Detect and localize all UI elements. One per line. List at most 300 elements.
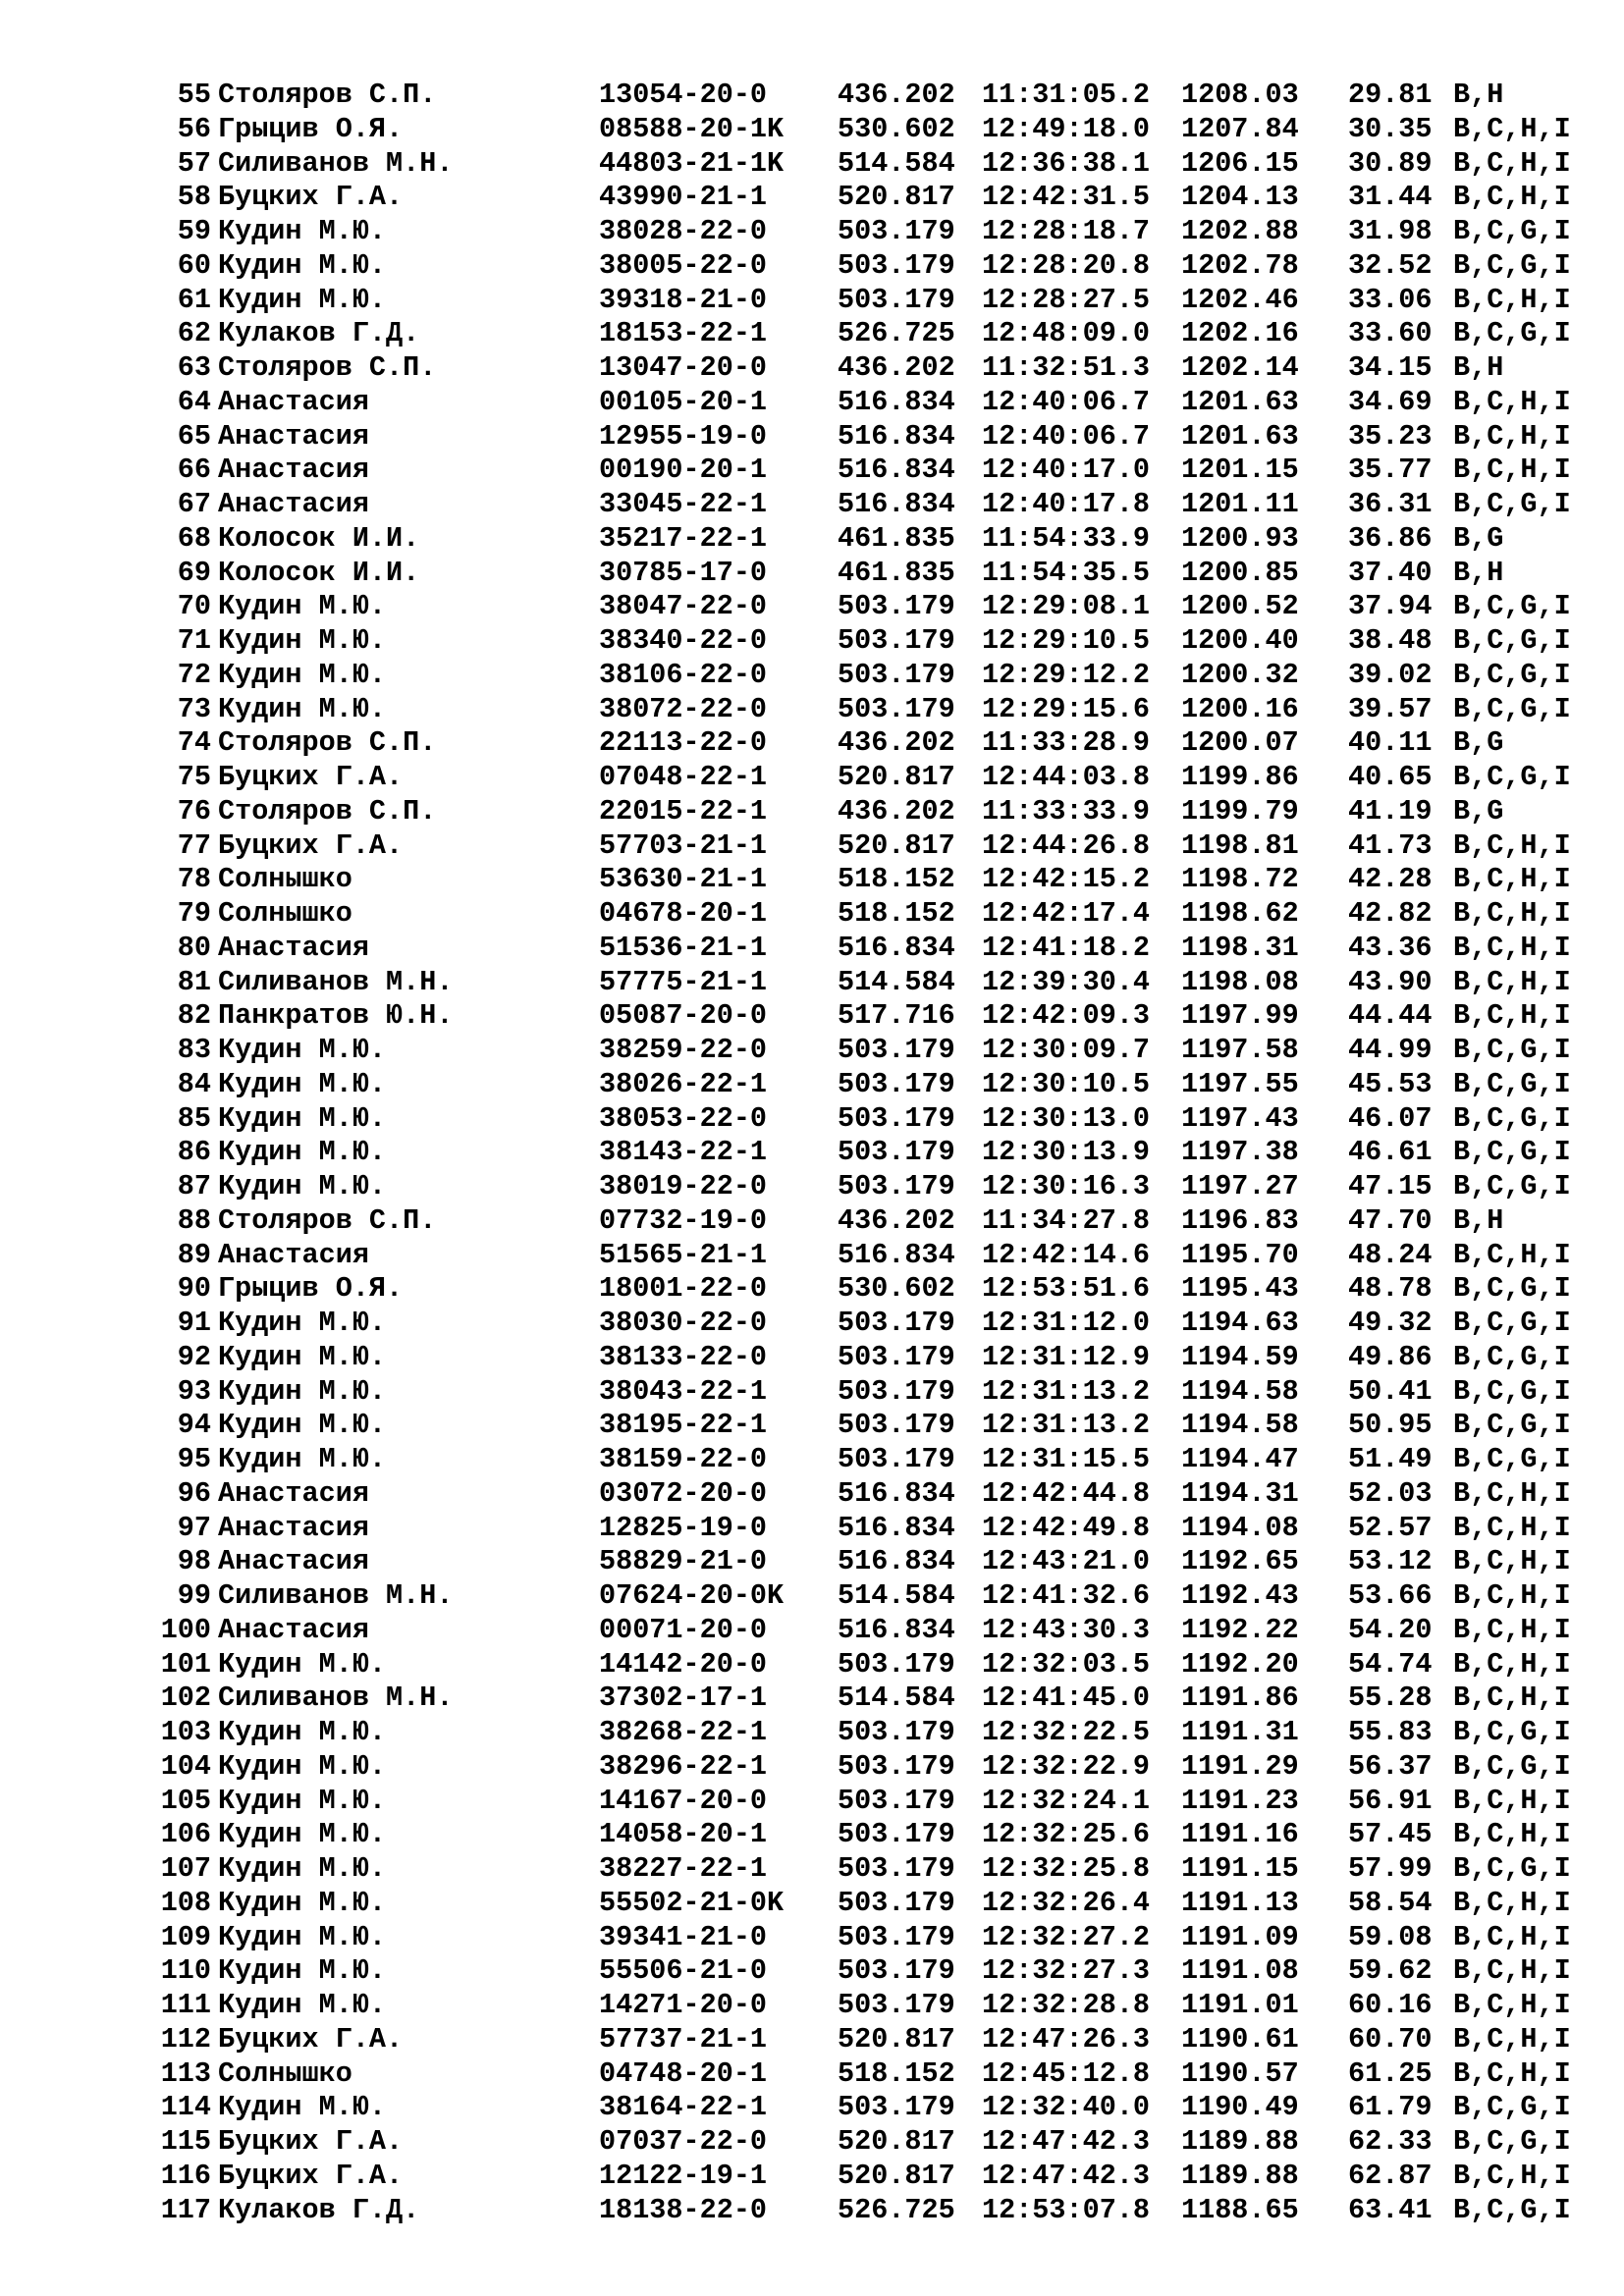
place-number: 108: [160, 1886, 211, 1919]
flags: B,C,G,I: [1453, 1374, 1571, 1408]
flags: B,C,G,I: [1453, 1749, 1571, 1783]
points: 59.08: [1348, 1920, 1433, 1953]
competitor-name: Анастасия: [218, 419, 369, 453]
competitor-name: Солнышко: [218, 2056, 352, 2090]
place-number: 94: [177, 1409, 211, 1442]
place-number: 79: [177, 897, 211, 930]
flags: B,C,H,I: [1453, 1818, 1571, 1851]
distance: 530.602: [838, 1272, 955, 1306]
distance: 503.179: [838, 1409, 955, 1442]
speed: 1200.32: [1181, 658, 1299, 691]
arrival-time: 12:41:45.0: [982, 1682, 1151, 1715]
speed: 1194.59: [1181, 1340, 1299, 1373]
distance: 503.179: [838, 1307, 955, 1339]
place-number: 90: [177, 1272, 211, 1306]
points: 45.53: [1348, 1067, 1433, 1100]
speed: 1197.38: [1181, 1136, 1299, 1169]
flags: B,C,H,I: [1453, 181, 1571, 214]
flags: B,C,G,I: [1453, 248, 1571, 282]
distance: 520.817: [838, 2022, 955, 2056]
arrival-time: 11:34:27.8: [982, 1203, 1151, 1237]
distance: 436.202: [838, 726, 955, 760]
arrival-time: 12:31:15.5: [982, 1443, 1151, 1475]
speed: 1194.47: [1181, 1443, 1299, 1475]
distance: 514.584: [838, 965, 955, 998]
distance: 461.835: [838, 556, 955, 589]
arrival-time: 12:48:09.0: [982, 317, 1151, 350]
arrival-time: 12:29:15.6: [982, 692, 1151, 725]
speed: 1200.85: [1181, 556, 1299, 589]
points: 44.99: [1348, 1034, 1433, 1066]
ring-number: 12825-19-0: [599, 1511, 768, 1544]
ring-number: 13047-20-0: [599, 351, 768, 384]
flags: B,G: [1453, 794, 1504, 828]
flags: B,C,H,I: [1453, 283, 1571, 316]
place-number: 97: [177, 1511, 211, 1544]
place-number: 116: [160, 2159, 211, 2192]
speed: 1191.09: [1181, 1920, 1299, 1953]
competitor-name: Силиванов М.Н.: [218, 965, 454, 998]
arrival-time: 12:42:09.3: [982, 999, 1151, 1033]
competitor-name: Силиванов М.Н.: [218, 1579, 454, 1612]
distance: 436.202: [838, 351, 955, 384]
competitor-name: Кудин М.Ю.: [218, 1989, 387, 2021]
ring-number: 04748-20-1: [599, 2056, 768, 2090]
flags: B,C,H,I: [1453, 1476, 1571, 1510]
ring-number: 55502-21-0K: [599, 1886, 785, 1919]
speed: 1194.31: [1181, 1476, 1299, 1510]
arrival-time: 12:42:17.4: [982, 897, 1151, 930]
arrival-time: 12:32:22.9: [982, 1749, 1151, 1783]
flags: B,C,G,I: [1453, 2193, 1571, 2226]
arrival-time: 12:49:18.0: [982, 112, 1151, 145]
arrival-time: 12:47:42.3: [982, 2159, 1151, 2192]
ring-number: 05087-20-0: [599, 999, 768, 1033]
ring-number: 38143-22-1: [599, 1136, 768, 1169]
arrival-time: 12:32:25.6: [982, 1818, 1151, 1851]
distance: 520.817: [838, 181, 955, 214]
place-number: 78: [177, 863, 211, 896]
competitor-name: Кудин М.Ю.: [218, 2091, 387, 2124]
place-number: 103: [160, 1716, 211, 1748]
flags: B,H: [1453, 351, 1504, 384]
place-number: 99: [177, 1579, 211, 1612]
distance: 503.179: [838, 1989, 955, 2021]
competitor-name: Кудин М.Ю.: [218, 1101, 387, 1135]
competitor-name: Кудин М.Ю.: [218, 1307, 387, 1339]
arrival-time: 12:28:18.7: [982, 215, 1151, 247]
ring-number: 14058-20-1: [599, 1818, 768, 1851]
arrival-time: 12:31:12.0: [982, 1307, 1151, 1339]
place-number: 83: [177, 1034, 211, 1066]
points: 39.57: [1348, 692, 1433, 725]
ring-number: 14142-20-0: [599, 1647, 768, 1681]
flags: B,C,G,I: [1453, 761, 1571, 793]
arrival-time: 12:53:07.8: [982, 2193, 1151, 2226]
ring-number: 22015-22-1: [599, 794, 768, 828]
flags: B,H: [1453, 79, 1504, 111]
speed: 1201.15: [1181, 454, 1299, 487]
ring-number: 18153-22-1: [599, 317, 768, 350]
competitor-name: Кудин М.Ю.: [218, 1170, 387, 1202]
flags: B,C,H,I: [1453, 863, 1571, 896]
speed: 1200.40: [1181, 624, 1299, 657]
ring-number: 38195-22-1: [599, 1409, 768, 1442]
speed: 1194.63: [1181, 1307, 1299, 1339]
speed: 1201.11: [1181, 488, 1299, 520]
competitor-name: Кудин М.Ю.: [218, 1920, 387, 1953]
competitor-name: Кудин М.Ю.: [218, 283, 387, 316]
place-number: 89: [177, 1238, 211, 1271]
points: 63.41: [1348, 2193, 1433, 2226]
arrival-time: 12:47:42.3: [982, 2125, 1151, 2158]
speed: 1198.72: [1181, 863, 1299, 896]
points: 53.12: [1348, 1545, 1433, 1578]
distance: 503.179: [838, 1920, 955, 1953]
arrival-time: 12:31:12.9: [982, 1340, 1151, 1373]
place-number: 87: [177, 1170, 211, 1202]
ring-number: 33045-22-1: [599, 488, 768, 520]
distance: 503.179: [838, 590, 955, 623]
ring-number: 38072-22-0: [599, 692, 768, 725]
ring-number: 07048-22-1: [599, 761, 768, 793]
place-number: 110: [160, 1954, 211, 1988]
flags: B,C,H,I: [1453, 1238, 1571, 1271]
flags: B,H: [1453, 1203, 1504, 1237]
place-number: 101: [160, 1647, 211, 1681]
ring-number: 38227-22-1: [599, 1852, 768, 1885]
points: 52.03: [1348, 1476, 1433, 1510]
flags: B,C,G,I: [1453, 692, 1571, 725]
distance: 503.179: [838, 624, 955, 657]
ring-number: 51565-21-1: [599, 1238, 768, 1271]
flags: B,C,H,I: [1453, 931, 1571, 964]
flags: B,C,G,I: [1453, 488, 1571, 520]
competitor-name: Кудин М.Ю.: [218, 1852, 387, 1885]
flags: B,C,H,I: [1453, 1784, 1571, 1817]
points: 40.11: [1348, 726, 1433, 760]
distance: 514.584: [838, 1682, 955, 1715]
distance: 461.835: [838, 521, 955, 555]
flags: B,C,G,I: [1453, 1852, 1571, 1885]
arrival-time: 12:44:26.8: [982, 828, 1151, 862]
distance: 436.202: [838, 794, 955, 828]
arrival-time: 12:44:03.8: [982, 761, 1151, 793]
distance: 503.179: [838, 1749, 955, 1783]
competitor-name: Кудин М.Ю.: [218, 1954, 387, 1988]
arrival-time: 11:33:28.9: [982, 726, 1151, 760]
arrival-time: 12:32:27.3: [982, 1954, 1151, 1988]
arrival-time: 12:45:12.8: [982, 2056, 1151, 2090]
flags: B,C,H,I: [1453, 1682, 1571, 1715]
distance: 503.179: [838, 1784, 955, 1817]
points: 47.15: [1348, 1170, 1433, 1202]
place-number: 111: [160, 1989, 211, 2021]
competitor-name: Столяров С.П.: [218, 351, 437, 384]
place-number: 107: [160, 1852, 211, 1885]
points: 36.86: [1348, 521, 1433, 555]
place-number: 60: [177, 248, 211, 282]
distance: 516.834: [838, 385, 955, 418]
place-number: 74: [177, 726, 211, 760]
speed: 1195.70: [1181, 1238, 1299, 1271]
competitor-name: Кулаков Г.Д.: [218, 2193, 420, 2226]
ring-number: 38028-22-0: [599, 215, 768, 247]
distance: 520.817: [838, 828, 955, 862]
points: 59.62: [1348, 1954, 1433, 1988]
distance: 516.834: [838, 454, 955, 487]
distance: 516.834: [838, 1476, 955, 1510]
points: 38.48: [1348, 624, 1433, 657]
place-number: 71: [177, 624, 211, 657]
competitor-name: Кудин М.Ю.: [218, 624, 387, 657]
arrival-time: 12:30:16.3: [982, 1170, 1151, 1202]
flags: B,C,G,I: [1453, 1409, 1571, 1442]
distance: 520.817: [838, 761, 955, 793]
flags: B,C,G,I: [1453, 1716, 1571, 1748]
competitor-name: Буцких Г.А.: [218, 828, 404, 862]
distance: 503.179: [838, 215, 955, 247]
speed: 1198.62: [1181, 897, 1299, 930]
points: 62.87: [1348, 2159, 1433, 2192]
competitor-name: Кудин М.Ю.: [218, 1034, 387, 1066]
ring-number: 55506-21-0: [599, 1954, 768, 1988]
points: 50.95: [1348, 1409, 1433, 1442]
arrival-time: 12:32:27.2: [982, 1920, 1151, 1953]
speed: 1200.93: [1181, 521, 1299, 555]
ring-number: 07732-19-0: [599, 1203, 768, 1237]
ring-number: 18001-22-0: [599, 1272, 768, 1306]
points: 32.52: [1348, 248, 1433, 282]
competitor-name: Буцких Г.А.: [218, 761, 404, 793]
speed: 1198.81: [1181, 828, 1299, 862]
competitor-name: Кудин М.Ю.: [218, 1716, 387, 1748]
ring-number: 18138-22-0: [599, 2193, 768, 2226]
speed: 1191.08: [1181, 1954, 1299, 1988]
competitor-name: Кудин М.Ю.: [218, 215, 387, 247]
points: 35.77: [1348, 454, 1433, 487]
points: 37.40: [1348, 556, 1433, 589]
distance: 520.817: [838, 2125, 955, 2158]
distance: 518.152: [838, 863, 955, 896]
points: 43.36: [1348, 931, 1433, 964]
speed: 1191.31: [1181, 1716, 1299, 1748]
points: 44.44: [1348, 999, 1433, 1033]
place-number: 80: [177, 931, 211, 964]
speed: 1191.16: [1181, 1818, 1299, 1851]
ring-number: 39318-21-0: [599, 283, 768, 316]
points: 56.37: [1348, 1749, 1433, 1783]
ring-number: 38047-22-0: [599, 590, 768, 623]
speed: 1199.79: [1181, 794, 1299, 828]
competitor-name: Буцких Г.А.: [218, 2125, 404, 2158]
flags: B,C,G,I: [1453, 2125, 1571, 2158]
arrival-time: 11:31:05.2: [982, 79, 1151, 111]
flags: B,C,H,I: [1453, 999, 1571, 1033]
ring-number: 44803-21-1K: [599, 146, 785, 180]
distance: 516.834: [838, 488, 955, 520]
arrival-time: 12:30:09.7: [982, 1034, 1151, 1066]
points: 41.73: [1348, 828, 1433, 862]
arrival-time: 11:33:33.9: [982, 794, 1151, 828]
speed: 1202.16: [1181, 317, 1299, 350]
points: 30.89: [1348, 146, 1433, 180]
competitor-name: Кудин М.Ю.: [218, 1067, 387, 1100]
distance: 503.179: [838, 1852, 955, 1885]
speed: 1194.58: [1181, 1374, 1299, 1408]
competitor-name: Анастасия: [218, 454, 369, 487]
flags: B,H: [1453, 556, 1504, 589]
flags: B,C,H,I: [1453, 1545, 1571, 1578]
competitor-name: Анастасия: [218, 488, 369, 520]
competitor-name: Анастасия: [218, 931, 369, 964]
arrival-time: 12:40:17.0: [982, 454, 1151, 487]
points: 42.82: [1348, 897, 1433, 930]
points: 57.45: [1348, 1818, 1433, 1851]
place-number: 95: [177, 1443, 211, 1475]
ring-number: 38268-22-1: [599, 1716, 768, 1748]
arrival-time: 12:30:13.0: [982, 1101, 1151, 1135]
ring-number: 51536-21-1: [599, 931, 768, 964]
distance: 503.179: [838, 1170, 955, 1202]
distance: 520.817: [838, 2159, 955, 2192]
arrival-time: 12:42:15.2: [982, 863, 1151, 896]
place-number: 100: [160, 1613, 211, 1646]
flags: B,C,H,I: [1453, 2022, 1571, 2056]
speed: 1189.88: [1181, 2159, 1299, 2192]
place-number: 117: [160, 2193, 211, 2226]
points: 35.23: [1348, 419, 1433, 453]
distance: 503.179: [838, 1374, 955, 1408]
points: 47.70: [1348, 1203, 1433, 1237]
place-number: 91: [177, 1307, 211, 1339]
competitor-name: Кудин М.Ю.: [218, 658, 387, 691]
points: 48.24: [1348, 1238, 1433, 1271]
flags: B,C,H,I: [1453, 146, 1571, 180]
arrival-time: 12:32:25.8: [982, 1852, 1151, 1885]
competitor-name: Буцких Г.А.: [218, 2159, 404, 2192]
arrival-time: 12:28:20.8: [982, 248, 1151, 282]
speed: 1194.58: [1181, 1409, 1299, 1442]
distance: 503.179: [838, 658, 955, 691]
competitor-name: Анастасия: [218, 1613, 369, 1646]
competitor-name: Кудин М.Ю.: [218, 1784, 387, 1817]
place-number: 113: [160, 2056, 211, 2090]
speed: 1197.99: [1181, 999, 1299, 1033]
competitor-name: Кудин М.Ю.: [218, 1886, 387, 1919]
arrival-time: 11:54:35.5: [982, 556, 1151, 589]
arrival-time: 12:42:49.8: [982, 1511, 1151, 1544]
ring-number: 35217-22-1: [599, 521, 768, 555]
speed: 1198.31: [1181, 931, 1299, 964]
speed: 1199.86: [1181, 761, 1299, 793]
place-number: 84: [177, 1067, 211, 1100]
place-number: 98: [177, 1545, 211, 1578]
place-number: 96: [177, 1476, 211, 1510]
place-number: 64: [177, 385, 211, 418]
flags: B,C,H,I: [1453, 965, 1571, 998]
points: 42.28: [1348, 863, 1433, 896]
distance: 503.179: [838, 1067, 955, 1100]
flags: B,C,H,I: [1453, 1920, 1571, 1953]
distance: 503.179: [838, 1716, 955, 1748]
ring-number: 22113-22-0: [599, 726, 768, 760]
arrival-time: 12:36:38.1: [982, 146, 1151, 180]
flags: B,C,G,I: [1453, 317, 1571, 350]
ring-number: 38259-22-0: [599, 1034, 768, 1066]
competitor-name: Солнышко: [218, 863, 352, 896]
points: 58.54: [1348, 1886, 1433, 1919]
points: 36.31: [1348, 488, 1433, 520]
speed: 1206.15: [1181, 146, 1299, 180]
arrival-time: 12:39:30.4: [982, 965, 1151, 998]
arrival-time: 12:29:08.1: [982, 590, 1151, 623]
flags: B,C,H,I: [1453, 1579, 1571, 1612]
speed: 1192.20: [1181, 1647, 1299, 1681]
competitor-name: Кулаков Г.Д.: [218, 317, 420, 350]
competitor-name: Кудин М.Ю.: [218, 692, 387, 725]
flags: B,C,H,I: [1453, 1989, 1571, 2021]
competitor-name: Столяров С.П.: [218, 1203, 437, 1237]
competitor-name: Силиванов М.Н.: [218, 1682, 454, 1715]
ring-number: 38159-22-0: [599, 1443, 768, 1475]
speed: 1197.55: [1181, 1067, 1299, 1100]
speed: 1204.13: [1181, 181, 1299, 214]
speed: 1191.23: [1181, 1784, 1299, 1817]
place-number: 65: [177, 419, 211, 453]
competitor-name: Буцких Г.А.: [218, 2022, 404, 2056]
points: 33.60: [1348, 317, 1433, 350]
ring-number: 38340-22-0: [599, 624, 768, 657]
place-number: 69: [177, 556, 211, 589]
points: 55.83: [1348, 1716, 1433, 1748]
speed: 1200.07: [1181, 726, 1299, 760]
speed: 1202.46: [1181, 283, 1299, 316]
flags: B,C,G,I: [1453, 590, 1571, 623]
place-number: 77: [177, 828, 211, 862]
speed: 1192.43: [1181, 1579, 1299, 1612]
points: 46.07: [1348, 1101, 1433, 1135]
points: 61.79: [1348, 2091, 1433, 2124]
arrival-time: 12:30:13.9: [982, 1136, 1151, 1169]
distance: 503.179: [838, 2091, 955, 2124]
competitor-name: Солнышко: [218, 897, 352, 930]
arrival-time: 12:31:13.2: [982, 1374, 1151, 1408]
arrival-time: 12:43:30.3: [982, 1613, 1151, 1646]
speed: 1200.52: [1181, 590, 1299, 623]
ring-number: 38019-22-0: [599, 1170, 768, 1202]
competitor-name: Кудин М.Ю.: [218, 1647, 387, 1681]
distance: 518.152: [838, 2056, 955, 2090]
arrival-time: 12:42:31.5: [982, 181, 1151, 214]
distance: 503.179: [838, 1647, 955, 1681]
speed: 1195.43: [1181, 1272, 1299, 1306]
ring-number: 04678-20-1: [599, 897, 768, 930]
speed: 1190.61: [1181, 2022, 1299, 2056]
speed: 1198.08: [1181, 965, 1299, 998]
flags: B,C,G,I: [1453, 1340, 1571, 1373]
place-number: 102: [160, 1682, 211, 1715]
arrival-time: 12:32:22.5: [982, 1716, 1151, 1748]
speed: 1191.86: [1181, 1682, 1299, 1715]
distance: 526.725: [838, 317, 955, 350]
distance: 526.725: [838, 2193, 955, 2226]
place-number: 81: [177, 965, 211, 998]
ring-number: 58829-21-0: [599, 1545, 768, 1578]
flags: B,C,G,I: [1453, 215, 1571, 247]
flags: B,C,H,I: [1453, 828, 1571, 862]
place-number: 85: [177, 1101, 211, 1135]
